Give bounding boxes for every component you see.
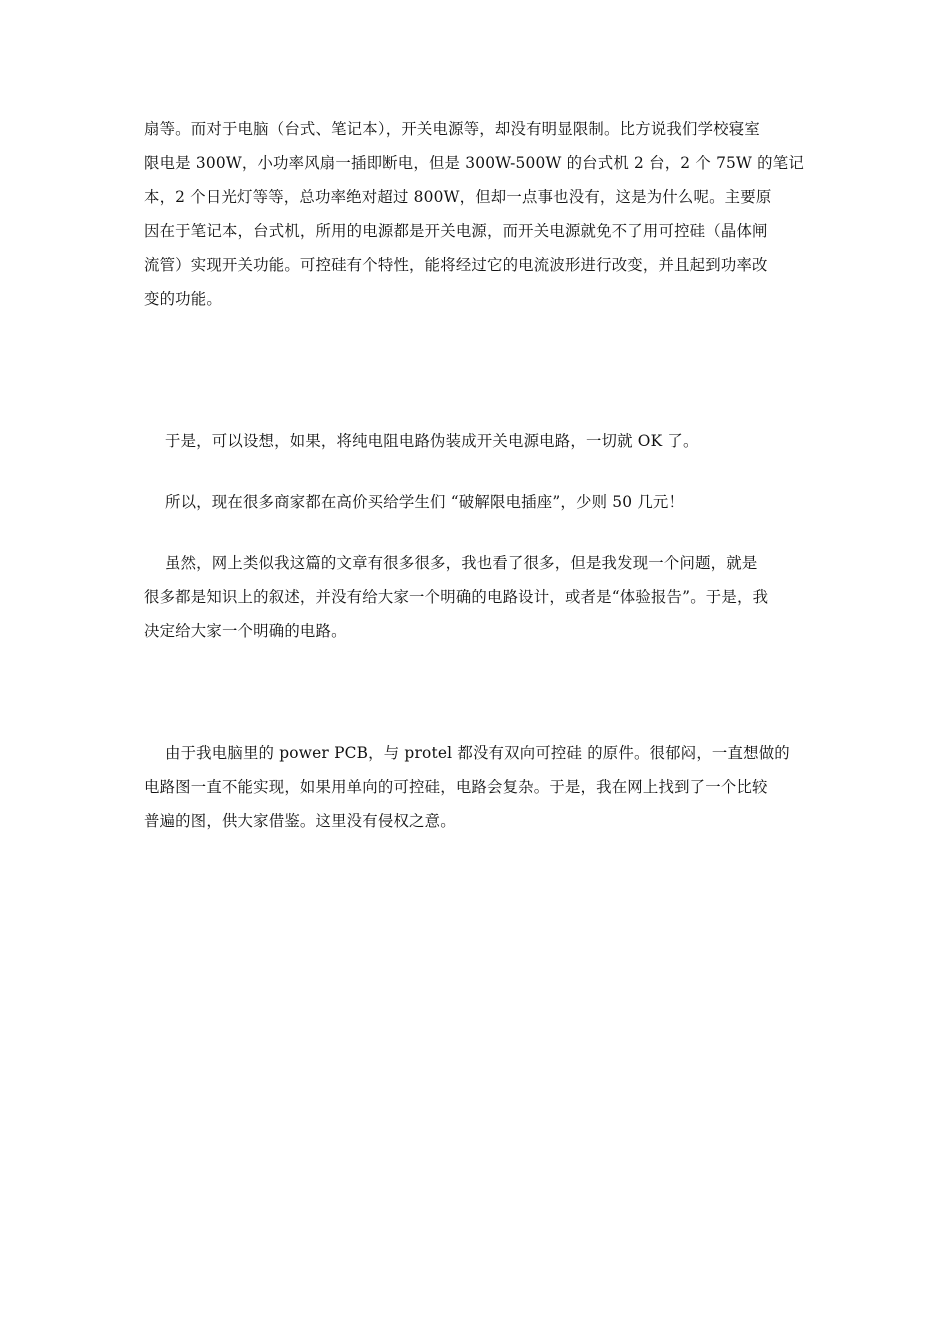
paragraph-line: 普遍的图，供大家借鉴。这里没有侵权之意。 <box>144 812 456 830</box>
paragraph-circuit-note <box>144 736 808 838</box>
paragraph-line: 流管）实现开关功能。可控硅有个特性，能将经过它的电流波形进行改变，并且起到功率改 <box>144 256 768 274</box>
paragraph-motivation <box>144 546 808 648</box>
paragraph-line: 于是，可以设想，如果，将纯电阻电路伪装成开关电源电路，一切就 OK 了。 <box>165 432 699 450</box>
paragraph-line: 因在于笔记本，台式机，所用的电源都是开关电源，而开关电源就免不了用可控硅（晶体闸 <box>144 222 768 240</box>
paragraph-line: 很多都是知识上的叙述，并没有给大家一个明确的电路设计，或者是“体验报告”。于是，我 <box>144 588 769 606</box>
paragraph-line: 由于我电脑里的 power PCB，与 protel 都没有双向可控硅 的原件。很郁闷，一直想做的 <box>165 744 790 762</box>
paragraph-line: 电路图一直不能实现，如果用单向的可控硅，电路会复杂。于是，我在网上找到了一个比较 <box>144 778 768 796</box>
paragraph-idea <box>144 424 808 458</box>
paragraph-power-limit <box>144 112 808 316</box>
paragraph-line: 虽然，网上类似我这篇的文章有很多很多，我也看了很多，但是我发现一个问题，就是 <box>165 554 758 572</box>
paragraph-line: 扇等。而对于电脑（台式、笔记本），开关电源等，却没有明显限制。比方说我们学校寝室 <box>144 120 760 138</box>
paragraph-line: 决定给大家一个明确的电路。 <box>144 622 347 640</box>
paragraph-line: 变的功能。 <box>144 290 222 308</box>
paragraph-line: 所以，现在很多商家都在高价买给学生们 “破解限电插座”，少则 50 几元！ <box>165 493 685 511</box>
paragraph-line: 限电是 300W，小功率风扇一插即断电，但是 300W-500W 的台式机 2 台，2 个 75W 的笔记 <box>144 154 804 172</box>
paragraph-line: 本，2 个日光灯等等，总功率绝对超过 800W，但却一点事也没有，这是为什么呢。主要原 <box>144 188 772 206</box>
paragraph-merchants <box>144 485 808 519</box>
